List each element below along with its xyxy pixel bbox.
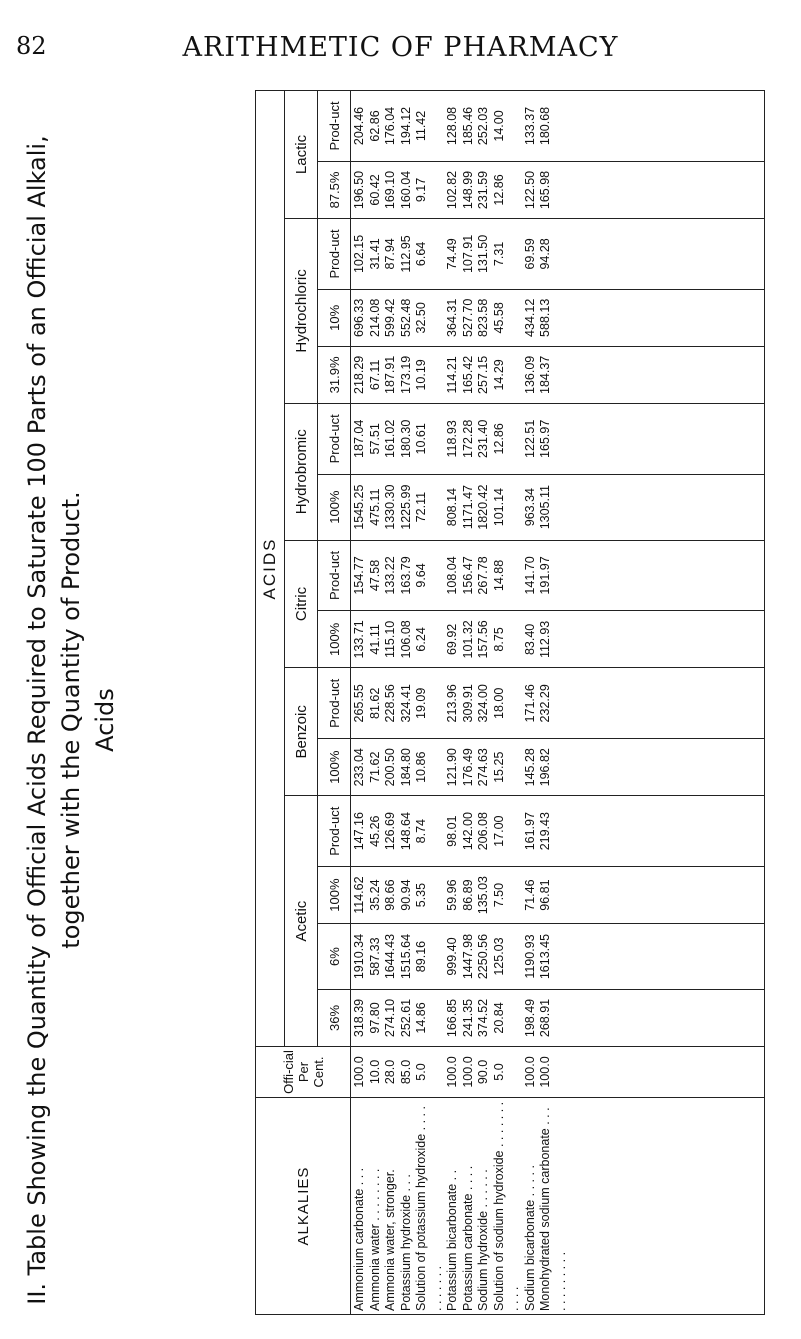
value-cell: 187.04 — [352, 419, 366, 458]
value-cell: 6.24 — [414, 627, 428, 652]
value-cell: 136.09 — [522, 355, 537, 394]
running-head: ARITHMETIC OF PHARMACY — [182, 32, 619, 63]
alkali-name: Potassium bicarbonate . . — [445, 1169, 459, 1311]
page-number: 82 — [16, 32, 47, 60]
table-body — [351, 91, 765, 1315]
group-header-citric: Citric — [285, 540, 318, 668]
alkali-name: Solution of potassium hydroxide . . . . . . . . . . . — [414, 1106, 444, 1311]
alkali-name: Ammonium carbonate . . . — [352, 1167, 366, 1311]
group-header-benzoic: Benzoic — [285, 668, 318, 796]
value-cell: 1190.93 — [522, 934, 537, 979]
value-column-6 — [351, 611, 765, 668]
value-cell: 118.93 — [445, 420, 459, 458]
value-cell: 142.00 — [460, 812, 475, 851]
value-cell: 184.80 — [398, 748, 413, 787]
value-cell: 18.00 — [491, 687, 506, 719]
value-cell: 1225.99 — [398, 484, 413, 530]
value-cell: 9.17 — [414, 177, 428, 203]
value-column-4 — [351, 739, 765, 796]
value-cell: 176.04 — [383, 106, 397, 146]
table-row — [351, 91, 765, 1315]
value-cell: 19.09 — [414, 687, 428, 719]
value-cell: 196.50 — [352, 170, 366, 210]
value-cell: 1447.98 — [460, 933, 475, 980]
official-percent-cell: 5.0 — [491, 1063, 506, 1081]
value-cell: 47.58 — [367, 559, 382, 592]
value-cell: 274.63 — [476, 748, 490, 787]
acids-table-wrapper — [255, 90, 765, 1315]
value-column-11 — [351, 289, 765, 346]
alkali-name: Sodium bicarbonate . . . . . — [522, 1165, 537, 1311]
value-cell: 364.31 — [445, 298, 459, 337]
value-cell: 121.90 — [445, 748, 459, 787]
value-cell: 14.86 — [414, 1002, 428, 1034]
value-cell: 45.26 — [367, 815, 382, 847]
value-cell: 163.79 — [398, 556, 413, 595]
value-cell: 169.10 — [383, 170, 397, 210]
value-column-1 — [351, 924, 765, 990]
value-cell: 101.14 — [491, 488, 506, 527]
value-cell: 45.58 — [491, 302, 506, 334]
official-percent-cell: 100.0 — [522, 1056, 537, 1088]
value-cell: 231.40 — [476, 419, 490, 458]
subheader-9: Prod-uct — [318, 403, 351, 474]
table-title-line-1: II. Table Showing the Quantity of Official Acids Required to Saturate 100 Parts of an Official Alkali, — [23, 135, 51, 1305]
value-cell: 114.62 — [352, 876, 366, 914]
value-cell: 257.15 — [476, 355, 490, 394]
table-title-block — [10, 125, 195, 1315]
value-cell: 552.48 — [398, 298, 413, 337]
value-cell: 1820.42 — [476, 484, 490, 530]
value-cell: 166.85 — [445, 998, 459, 1038]
value-cell: 145.28 — [522, 748, 537, 787]
value-cell: 133.37 — [522, 106, 537, 146]
official-percent-cell: 85.0 — [398, 1059, 413, 1085]
table-title-line-2: together with the Quantity of Product. — [57, 491, 85, 949]
value-cell: 35.24 — [367, 879, 382, 911]
group-header-hydrochloric: Hydrochloric — [285, 219, 318, 404]
value-cell: 999.40 — [445, 937, 459, 976]
value-cell: 187.91 — [383, 355, 397, 394]
value-cell: 324.00 — [476, 684, 490, 723]
alkali-name: Potassium hydroxide . . . — [398, 1174, 413, 1311]
value-cell: 161.02 — [383, 419, 397, 458]
subheader-3: Prod-uct — [318, 796, 351, 867]
value-cell: 252.03 — [476, 106, 490, 146]
value-cell: 148.64 — [398, 812, 413, 851]
value-cell: 10.61 — [414, 423, 428, 455]
subheader-7: Prod-uct — [318, 540, 351, 611]
value-cell: 133.22 — [383, 556, 397, 595]
value-cell: 184.37 — [538, 355, 552, 394]
value-cell: 196.82 — [538, 748, 552, 787]
value-cell: 122.51 — [522, 419, 537, 458]
value-cell: 12.86 — [491, 423, 506, 455]
subheader-6: 100% — [318, 611, 351, 668]
subheader-12: Prod-uct — [318, 219, 351, 290]
alkali-name: Ammonia water . . . . . . . . — [367, 1168, 382, 1311]
value-column-13 — [351, 161, 765, 218]
value-cell: 81.62 — [367, 687, 382, 719]
value-cell: 87.94 — [383, 238, 397, 270]
value-cell: 67.11 — [367, 359, 382, 391]
value-cell: 165.98 — [538, 170, 552, 210]
value-cell: 1545.25 — [352, 484, 366, 530]
value-cell: 126.69 — [383, 812, 397, 851]
value-cell: 69.92 — [445, 623, 459, 656]
value-cell: 69.59 — [522, 238, 537, 270]
value-column-14 — [351, 91, 765, 162]
value-cell: 5.35 — [414, 882, 428, 908]
value-cell: 74.49 — [445, 238, 459, 270]
value-cell: 228.56 — [383, 684, 397, 723]
value-cell: 114.21 — [445, 356, 459, 394]
value-cell: 374.52 — [476, 998, 490, 1038]
acids-table — [255, 90, 765, 1315]
alkali-name: Potassium carbonate . . . . — [460, 1165, 475, 1311]
acids-header: ACIDS — [256, 91, 285, 1047]
value-cell: 434.12 — [522, 298, 537, 337]
value-cell: 10.19 — [414, 359, 428, 391]
value-cell: 96.81 — [538, 879, 552, 911]
alkali-name: Ammonia water, stronger. — [383, 1169, 397, 1311]
value-cell: 60.42 — [367, 174, 382, 206]
official-percent-cell: 100.0 — [538, 1056, 552, 1088]
value-column-2 — [351, 867, 765, 924]
value-cell: 324.41 — [398, 684, 413, 723]
value-cell: 62.86 — [367, 110, 382, 142]
value-cell: 198.49 — [522, 998, 537, 1038]
value-cell: 41.11 — [367, 624, 382, 655]
value-cell: 1613.45 — [538, 933, 552, 980]
value-cell: 588.13 — [538, 298, 552, 337]
value-cell: 11.42 — [414, 110, 428, 142]
value-cell: 9.64 — [414, 563, 428, 588]
value-cell: 232.29 — [538, 684, 552, 723]
value-cell: 233.04 — [352, 748, 366, 787]
subheader-10: 31.9% — [318, 346, 351, 403]
group-header-lactic: Lactic — [285, 91, 318, 219]
official-percent-cell: 100.0 — [352, 1056, 366, 1088]
value-cell: 214.08 — [367, 298, 382, 337]
value-column-7 — [351, 540, 765, 611]
value-cell: 115.10 — [383, 620, 397, 659]
value-cell: 161.97 — [522, 812, 537, 851]
value-cell: 252.61 — [398, 998, 413, 1038]
value-cell: 527.70 — [460, 298, 475, 337]
subheader-14: Prod-uct — [318, 91, 351, 162]
subheader-0: 36% — [318, 989, 351, 1046]
subheader-2: 100% — [318, 867, 351, 924]
value-cell: 106.08 — [398, 620, 413, 659]
value-cell: 7.31 — [491, 241, 506, 267]
value-cell: 180.30 — [398, 419, 413, 458]
value-column-9 — [351, 403, 765, 474]
value-column-12 — [351, 219, 765, 290]
alkali-names-column — [351, 1098, 765, 1315]
value-cell: 71.46 — [522, 879, 537, 911]
value-cell: 267.78 — [476, 556, 490, 595]
group-header-hydrobromic: Hydrobromic — [285, 403, 318, 540]
value-cell: 10.86 — [414, 751, 428, 783]
value-cell: 135.03 — [476, 875, 490, 915]
value-cell: 59.96 — [445, 879, 459, 911]
value-cell: 101.32 — [460, 620, 475, 659]
value-cell: 1330.30 — [383, 484, 397, 530]
value-cell: 171.46 — [522, 684, 537, 723]
value-cell: 97.80 — [367, 1002, 382, 1034]
value-cell: 1305.11 — [538, 485, 552, 530]
value-cell: 12.86 — [491, 174, 506, 206]
value-cell: 173.19 — [398, 355, 413, 394]
value-cell: 122.50 — [522, 170, 537, 210]
value-cell: 148.99 — [460, 170, 475, 210]
value-cell: 8.75 — [491, 627, 506, 652]
value-cell: 218.29 — [352, 355, 366, 394]
official-percent-header: Offi-cial Per Cent. — [256, 1047, 351, 1098]
value-cell: 102.82 — [445, 170, 459, 210]
value-cell: 176.49 — [460, 748, 475, 787]
value-cell: 15.25 — [491, 751, 506, 783]
subheader-4: 100% — [318, 739, 351, 796]
value-cell: 156.47 — [460, 556, 475, 595]
value-cell: 185.46 — [460, 106, 475, 146]
value-cell: 219.43 — [538, 812, 552, 851]
value-cell: 7.50 — [491, 882, 506, 908]
value-cell: 2250.56 — [476, 933, 490, 980]
value-cell: 6.64 — [414, 241, 428, 267]
value-cell: 125.03 — [491, 937, 506, 976]
value-cell: 107.91 — [460, 234, 475, 274]
value-cell: 17.00 — [491, 815, 506, 847]
value-cell: 274.10 — [383, 998, 397, 1038]
value-cell: 112.93 — [538, 620, 552, 659]
value-cell: 90.94 — [398, 879, 413, 911]
value-cell: 475.11 — [367, 488, 382, 526]
alkali-name: Sodium hydroxide . . . . . . — [476, 1169, 490, 1311]
official-percent-cell: 100.0 — [445, 1056, 459, 1088]
value-cell: 14.29 — [491, 359, 506, 391]
value-cell: 89.16 — [414, 940, 428, 973]
alkali-name: Solution of sodium hydroxide . . . . . . . . . . . — [491, 1101, 521, 1311]
value-cell: 587.33 — [367, 937, 382, 976]
subheader-5: Prod-uct — [318, 668, 351, 739]
value-cell: 268.91 — [538, 998, 552, 1038]
value-cell: 231.59 — [476, 170, 490, 210]
subheader-1: 6% — [318, 924, 351, 990]
value-column-8 — [351, 474, 765, 540]
official-percent-cell: 90.0 — [476, 1059, 490, 1085]
group-header-acetic: Acetic — [285, 796, 318, 1047]
value-cell: 241.35 — [460, 998, 475, 1038]
value-cell: 1644.43 — [383, 933, 397, 980]
value-cell: 318.39 — [352, 998, 366, 1038]
value-cell: 14.88 — [491, 559, 506, 592]
subheader-13: 87.5% — [318, 161, 351, 218]
value-cell: 157.56 — [476, 620, 490, 659]
value-cell: 8.74 — [414, 819, 428, 844]
value-cell: 20.84 — [491, 1002, 506, 1034]
value-cell: 98.01 — [445, 815, 459, 847]
value-cell: 1910.34 — [352, 933, 366, 980]
alkalies-header: ALKALIES — [256, 1098, 351, 1315]
value-cell: 71.62 — [367, 751, 382, 783]
subheader-8: 100% — [318, 474, 351, 540]
table-title-line-3: Acids — [91, 688, 119, 752]
alkali-name: Monohydrated sodium carbonate . . . . . . . . . . . . — [538, 1107, 568, 1311]
value-cell: 141.70 — [522, 556, 537, 595]
value-cell: 823.58 — [476, 298, 490, 337]
value-cell: 204.46 — [352, 106, 366, 146]
official-percent-cell: 5.0 — [414, 1063, 428, 1081]
value-cell: 165.42 — [460, 355, 475, 394]
value-cell: 102.15 — [352, 234, 366, 274]
value-cell: 213.96 — [445, 684, 459, 723]
value-cell: 963.34 — [522, 488, 537, 527]
value-cell: 1515.64 — [398, 933, 413, 980]
official-percent-cell: 10.0 — [367, 1059, 382, 1085]
value-cell: 133.71 — [352, 620, 366, 659]
value-cell: 14.00 — [491, 110, 506, 142]
value-cell: 200.50 — [383, 748, 397, 787]
value-cell: 154.77 — [352, 556, 366, 595]
value-cell: 599.42 — [383, 298, 397, 337]
value-column-0 — [351, 989, 765, 1046]
value-cell: 108.04 — [445, 556, 459, 595]
subheader-11: 10% — [318, 289, 351, 346]
official-percent-cell: 28.0 — [383, 1059, 397, 1085]
value-cell: 83.40 — [522, 623, 537, 656]
value-cell: 98.66 — [383, 879, 397, 911]
value-cell: 57.51 — [367, 423, 382, 455]
value-cell: 32.50 — [414, 302, 428, 334]
value-cell: 696.33 — [352, 298, 366, 337]
value-cell: 72.11 — [414, 491, 428, 523]
value-cell: 808.14 — [445, 488, 459, 527]
value-column-5 — [351, 668, 765, 739]
value-cell: 160.04 — [398, 170, 413, 210]
value-cell: 309.91 — [460, 684, 475, 723]
value-cell: 147.16 — [352, 812, 366, 851]
value-cell: 206.08 — [476, 812, 490, 851]
value-column-10 — [351, 346, 765, 403]
value-cell: 31.41 — [367, 238, 382, 270]
value-cell: 265.55 — [352, 684, 366, 723]
value-cell: 128.08 — [445, 106, 459, 146]
value-cell: 112.95 — [398, 235, 413, 273]
official-percent-cell: 100.0 — [460, 1056, 475, 1088]
value-cell: 1171.47 — [460, 485, 475, 530]
value-cell: 94.28 — [538, 238, 552, 270]
value-column-3 — [351, 796, 765, 867]
value-cell: 194.12 — [398, 106, 413, 146]
value-cell: 180.68 — [538, 106, 552, 146]
value-cell: 165.97 — [538, 419, 552, 458]
value-cell: 86.89 — [460, 879, 475, 911]
official-percent-column — [351, 1047, 765, 1098]
value-cell: 191.97 — [538, 556, 552, 595]
value-cell: 172.28 — [460, 419, 475, 458]
value-cell: 131.50 — [476, 234, 490, 274]
